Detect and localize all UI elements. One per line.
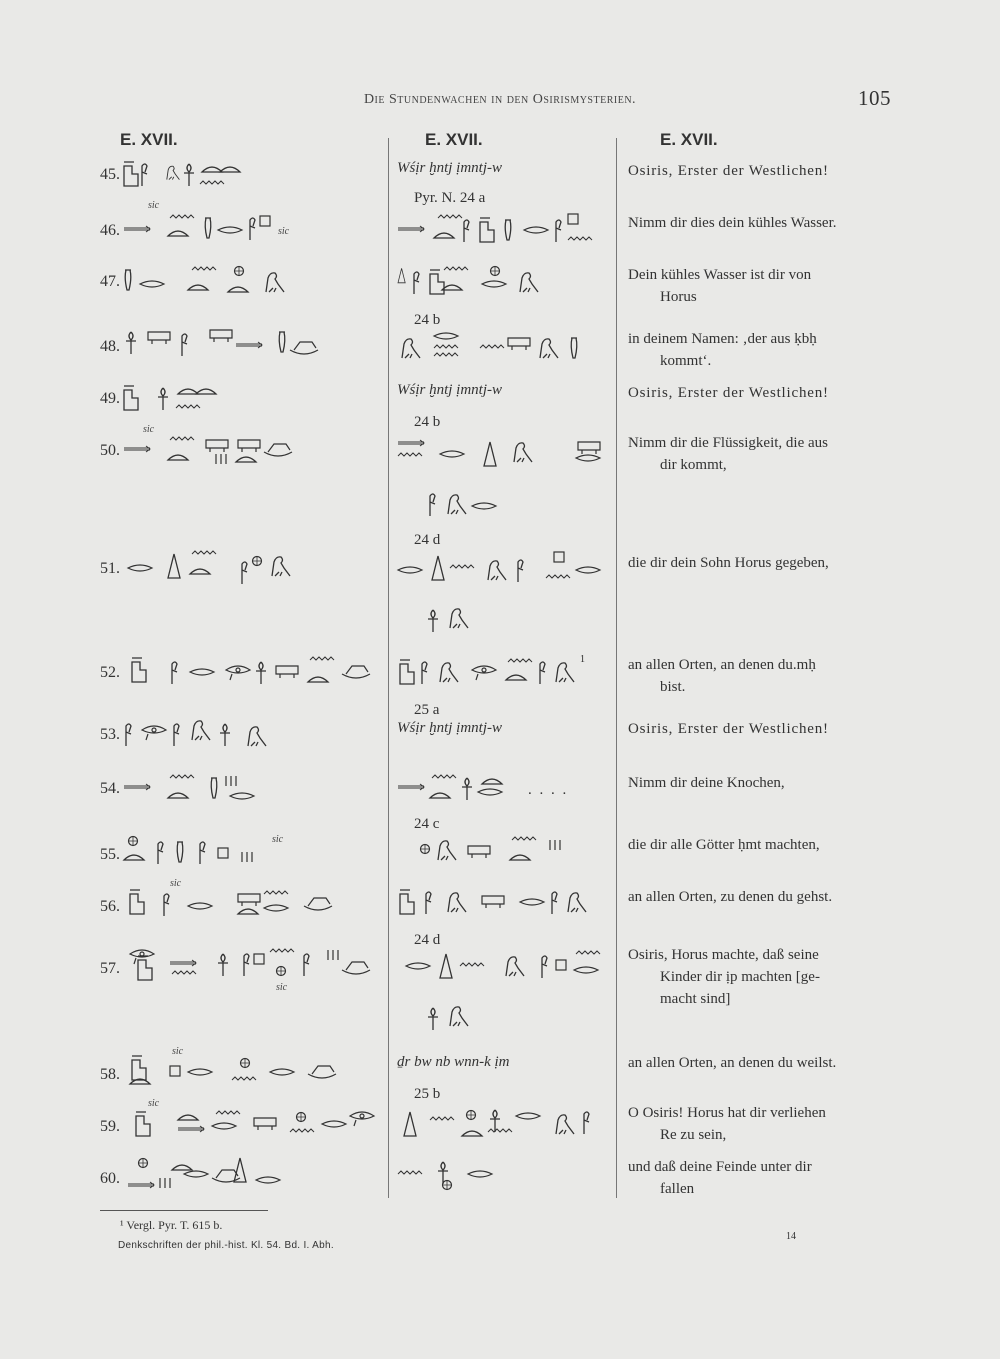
hieroglyph-group [130,948,390,978]
translation-line [628,382,898,404]
translation-continuation: Horus [660,289,697,305]
translation-text: und daß deine Feinde unter dir [628,1159,812,1175]
sic-note: sic [148,200,160,211]
hieroglyph-group [398,266,558,296]
translation-block [628,1156,898,1200]
row-number: 56. [100,898,120,915]
pyramid-text-reference: Pyr. N. 24 a [414,190,486,206]
row-number: 48. [100,338,120,355]
column-heading-left: E. XVII. [120,130,178,149]
translation-text: Nimm dir die Flüssigkeit, die aus [628,435,828,451]
translation-continuation: kommt‘. [660,353,712,369]
hieroglyph-group [126,326,346,356]
hieroglyph-group [398,886,598,916]
footnote-marker: 1 [580,654,585,665]
footnote: ¹ Vergl. Pyr. T. 615 b. [120,1218,223,1232]
translation-text: Osiris, Erster der Westlichen! [628,721,829,737]
translation-block [628,432,898,476]
row-number: 50. [100,442,120,459]
hieroglyph-group [130,656,380,686]
translation-block [628,944,898,1010]
translation-text: O Osiris! Horus hat dir verliehen [628,1105,826,1121]
signature-mark: 14 [786,1231,796,1242]
translation-line [628,552,898,574]
hieroglyph-group [398,436,608,466]
hieroglyph-group [130,1056,350,1086]
translation-text: in deinem Namen: ‚der aus ḳbḥ [628,331,817,347]
translation-continuation: macht sind] [660,991,731,1007]
footnote-rule [100,1210,268,1211]
transliteration: Wśịr ḫntj ịmntj-w [397,382,503,398]
row-number: 53. [100,726,120,743]
sic-note: sic [276,982,288,993]
translation-text: Osiris, Erster der Westlichen! [628,163,829,179]
transliteration: ḏr bw nb wnn-k ịm [397,1054,510,1070]
hieroglyph-group [398,214,608,244]
hieroglyph-group [404,1108,604,1138]
translation-text: Osiris, Horus machte, daß seine [628,947,819,963]
row-number: 57. [100,960,120,977]
row-number: 52. [100,664,120,681]
translation-text: an allen Orten, an denen du weilst. [628,1055,837,1071]
pyramid-text-reference: 25 a [414,702,440,718]
hieroglyph-group [126,1108,386,1138]
transliteration: Wśịr ḫntj ịmntj-w [397,160,503,176]
translation-text: die dir alle Götter ḥmt machten, [628,837,820,853]
column-rule-2 [616,138,617,1198]
hieroglyph-group [124,214,304,244]
sic-note: sic [148,1098,160,1109]
pyramid-text-reference: 24 b [414,312,441,328]
row-number: 55. [100,846,120,863]
translation-line [628,772,898,794]
translation-text: Nimm dir deine Knochen, [628,775,785,791]
page-number: 105 [858,86,891,110]
sic-note: sic [170,878,182,889]
hieroglyph-group [398,834,588,864]
translation-continuation: dir kommt, [660,457,727,473]
translation-continuation: Kinder dir ịp machten [ge- [660,969,820,985]
translation-block [628,328,898,372]
hieroglyph-group [428,604,498,634]
pyramid-text-reference: 25 b [414,1086,441,1102]
pyramid-text-reference: 24 d [414,532,441,548]
hieroglyph-group [122,266,302,296]
hieroglyph-group [398,772,538,802]
sic-note: sic [272,834,284,845]
translation-continuation: fallen [660,1181,695,1197]
pyramid-text-reference: 24 c [414,816,440,832]
row-number: 58. [100,1066,120,1083]
translation-text: an allen Orten, an denen du.mḥ [628,657,816,673]
translation-line [628,886,898,908]
translation-text: Nimm dir dies dein kühles Wasser. [628,215,837,231]
translation-continuation: bist. [660,679,686,695]
row-number: 59. [100,1118,120,1135]
translation-line [628,718,898,740]
sic-note: sic [278,226,290,237]
translation-line [628,834,898,856]
hieroglyph-group [122,160,242,190]
running-title: Die Stundenwachen in den Osirismysterien. [363,92,637,107]
imprint: Denkschriften der phil.-hist. Kl. 54. Bd. I. Abh. [118,1240,334,1251]
column-heading-middle: E. XVII. [425,130,483,149]
hieroglyph-group [128,550,308,580]
translation-block [628,654,898,698]
row-number: 49. [100,390,120,407]
translation-text: Osiris, Erster der Westlichen! [628,385,829,401]
row-number: 51. [100,560,120,577]
translation-text: Dein kühles Wasser ist dir von [628,267,812,283]
translation-block [628,264,898,308]
hieroglyph-group [124,718,284,748]
translation-text: die dir dein Sohn Horus gegeben, [628,555,829,571]
hieroglyph-group [122,382,232,412]
pyramid-text-reference: 24 b [414,414,441,430]
hieroglyph-group [398,656,588,686]
hieroglyph-group [128,888,348,918]
hieroglyph-group [128,836,288,866]
column-heading-right: E. XVII. [660,130,718,149]
sic-note: sic [143,424,155,435]
translation-line [628,212,898,234]
hieroglyph-group [124,772,284,802]
pyramid-text-reference: 24 d [414,932,441,948]
row-number: 45. [100,166,120,183]
translation-text: an allen Orten, zu denen du gehst. [628,889,833,905]
hieroglyph-group [398,330,598,360]
lacuna-dots: . . . . [528,782,569,798]
hieroglyph-group [398,950,608,980]
column-rule-1 [388,138,389,1198]
translation-line [628,1052,898,1074]
hieroglyph-group [124,434,314,464]
row-number: 47. [100,273,120,290]
row-number: 46. [100,222,120,239]
row-number: 60. [100,1170,120,1187]
hieroglyph-group [128,1158,298,1188]
translation-line [628,160,898,182]
sic-note: sic [172,1046,184,1057]
hieroglyph-group [398,1160,508,1190]
translation-continuation: Re zu sein, [660,1127,727,1143]
transliteration: Wśịr ḫntj ịmntj-w [397,720,503,736]
hieroglyph-group [428,490,518,520]
row-number: 54. [100,780,120,797]
running-head [0,86,1000,110]
hieroglyph-group [428,1002,498,1032]
translation-block [628,1102,898,1146]
hieroglyph-group [398,552,608,582]
